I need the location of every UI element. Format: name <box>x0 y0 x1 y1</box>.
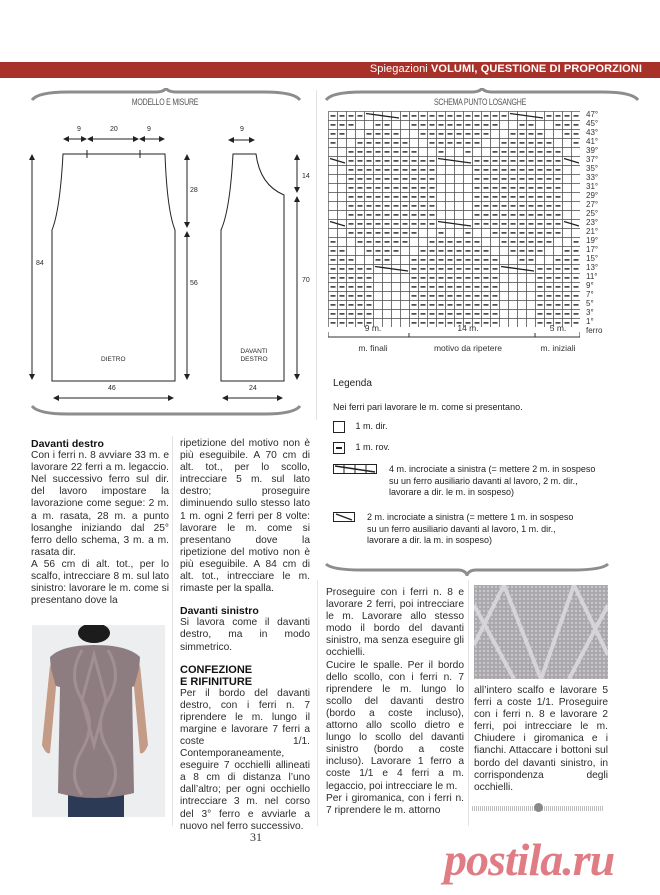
row-label: 13° <box>586 263 599 272</box>
dim-back-side: 56 <box>190 280 198 287</box>
row-label: 1° ferro <box>586 317 603 335</box>
front-piece-label: DAVANTI DESTRO <box>240 348 268 363</box>
row-label: 7° <box>586 290 594 299</box>
row-label: 3° <box>586 308 594 317</box>
brace-bottom-right <box>322 562 612 576</box>
heading-davanti-sinistro: Davanti sinistro <box>180 605 259 618</box>
paragraph: Con i ferri n. 8 avviare 33 m. e lavorare 22 ferri a m. legaccio. Nel successivo ferro sul dir. del lavoro impostare la lavorazione come segue: 2 m. a m. rasata, 28 m. a punto losanghe iniziando dal 25° ferro dello schema, 3 m. a m. rasata dir. <box>31 450 169 558</box>
vertical-divider <box>316 90 317 420</box>
back-piece-label: DIETRO <box>101 356 126 363</box>
chart-title: SCHEMA PUNTO LOSANGHE <box>433 97 527 107</box>
watermark: postila.ru <box>444 834 615 885</box>
heading-confezione: CONFEZIONE E RIFINITURE <box>180 663 253 688</box>
dim-back-shoulder-right: 9 <box>147 126 151 133</box>
paragraph: Proseguire con i ferri n. 8 e lavorare 2 ferri, poi intrecciare le m. Lavorare allo stesso modo il bordo del davanti sinistro, ma senza eseguire gli occhielli. <box>326 587 464 659</box>
group-repeat-count: 14 m. <box>457 323 479 333</box>
dim-back-neck: 20 <box>110 126 118 133</box>
row-label: 41° <box>586 137 599 146</box>
swatch-photo <box>474 585 608 679</box>
row-label: 23° <box>586 218 599 227</box>
section-name: VOLUMI, QUESTIONE DI PROPORZIONI <box>431 63 642 75</box>
marker-dot-icon <box>534 803 543 812</box>
row-label: 39° <box>586 146 599 155</box>
column-rule <box>172 436 173 826</box>
text-column-3 <box>326 587 464 817</box>
section-header-bar <box>0 62 660 78</box>
cable-4-left-icon <box>333 464 377 474</box>
row-label: 37° <box>586 155 599 164</box>
garment-photo <box>32 625 165 817</box>
paragraph: Per i giromanica, con i ferri n. 7 riprendere le m. attorno <box>326 792 464 816</box>
column-group-brackets <box>328 332 580 340</box>
paragraph: all’intero scalfo e lavorare 5 ferri a coste 1/1. Proseguire con i ferri n. 8 e lavorare 2 ferri, poi intrecciare le m. Chiudere i giromanica e i fianchi. Attaccare i bottoni sul bordo del davanti sinistro, in corrispondenza degli occhielli. <box>474 685 608 793</box>
row-label: 15° <box>586 254 599 263</box>
column-rule <box>317 580 318 826</box>
heading-davanti-destro: Davanti destro <box>31 438 104 450</box>
chart-legend: Legenda Nei ferri pari lavorare le m. come si presentano. 1 m. dir. 1 m. rov. 4 m. incrociate a sinistra (= mettere 2 m. in sospeso su un ferro ausiliario davanti al lavoro, 2 m. dir., lavorare a dir. le m. in sospeso) 2 m. incrociate a sinistra (= mettere 1 m. in sospeso su un ferro ausiliario davanti al lavoro, 1 m. dir., lavorare a dir. la m. in sospeso) <box>333 378 633 389</box>
paragraph: ripetizione del motivo non è più eseguibile. A 70 cm di alt. tot., per lo scollo, intrecciare 5 m. sul lato destro; proseguire diminuendo sullo stesso lato 1 m. ogni 2 ferri per 8 volte: lavorare le m. come si presentano dove la ripetizione del motivo non è più eseguibile. A 84 cm di alt. tot., intrecciare le m. rimaste per la spalla. <box>180 438 310 595</box>
group-initial-label: m. iniziali <box>540 343 576 353</box>
legend-item-purl: 1 m. rov. <box>333 442 390 454</box>
group-final-label: m. finali <box>358 343 388 353</box>
knit-square-icon <box>333 421 345 433</box>
page-number: 31 <box>250 830 262 844</box>
paragraph: Per il bordo del davanti destro, con i ferri n. 7 riprendere le m. lungo il margine e lavorare 7 ferri a coste 1/1. Contemporaneamente, eseguire 7 occhielli allineati a 8 cm di distanza l’uno dall’altro; per ogni occhiello intrecciare 3 m. nel corso del 3° ferro e avviarle a nuovo nel ferro successivo. <box>180 687 310 832</box>
dim-back-width: 46 <box>108 385 116 392</box>
row-label: 11° <box>586 272 598 281</box>
row-label: 29° <box>586 191 599 200</box>
dim-front-width: 24 <box>249 385 257 392</box>
chart-grid <box>328 111 580 327</box>
legend-item-knit: 1 m. dir. <box>333 421 388 433</box>
page-end-marker <box>472 806 604 811</box>
text-column-2 <box>180 438 310 833</box>
cable-2-left-icon <box>333 512 355 522</box>
row-label: 35° <box>586 164 599 173</box>
group-final-count: 9 m. <box>364 323 382 333</box>
legend-intro: Nei ferri pari lavorare le m. come si presentano. <box>333 402 523 412</box>
row-label: 25° <box>586 209 599 218</box>
row-label: 31° <box>586 182 599 191</box>
dim-front-lower: 70 <box>302 277 310 284</box>
row-label: 19° <box>586 236 599 245</box>
paragraph: A 56 cm di alt. tot., per lo scalfo, intrecciare 8 m. sul lato sinistro: lavorare le m. come si presentano dove la <box>31 558 169 607</box>
dim-back-height: 84 <box>36 260 44 267</box>
row-label: 21° <box>586 227 599 236</box>
group-initial-count: 5 m. <box>549 323 567 333</box>
group-repeat-label: motivo da ripetere <box>433 343 503 353</box>
row-label: 9° <box>586 281 594 290</box>
text-column-4 <box>474 685 608 794</box>
dim-back-armhole: 28 <box>190 187 198 194</box>
column-rule <box>468 580 469 826</box>
row-label: 47° <box>586 110 599 119</box>
section-prefix: Spiegazioni <box>369 63 428 75</box>
garment-schematic <box>20 115 316 410</box>
legend-title: Legenda <box>333 378 372 389</box>
section-title <box>370 63 642 75</box>
row-label: 43° <box>586 128 599 137</box>
row-label: 45° <box>586 119 599 128</box>
row-label: 33° <box>586 173 599 182</box>
row-label: 17° <box>586 245 599 254</box>
purl-square-icon <box>333 442 345 454</box>
dim-front-neck: 14 <box>302 173 310 180</box>
text-column-1 <box>31 438 169 607</box>
row-label: 5° <box>586 299 594 308</box>
paragraph: Cucire le spalle. Per il bordo dello scollo, con i ferri n. 7 riprendere le m. lungo lo scollo del davanti destro (bordo a coste incluso), attorno allo scollo dietro e lungo lo scollo del davanti sinistro (bordo a coste incluso). Lavorare 1 ferro a coste 1/1 e 4 ferri a m. legaccio, poi intrecciare le m. <box>326 659 464 792</box>
dim-back-shoulder-left: 9 <box>77 126 81 133</box>
brace-bottom-left <box>28 404 304 418</box>
dim-front-shoulder: 9 <box>240 126 244 133</box>
row-label: 27° <box>586 200 599 209</box>
paragraph: Si lavora come il davanti destro, ma in modo simmetrico. <box>180 617 310 653</box>
schematic-title: MODELLO E MISURE <box>131 97 199 107</box>
